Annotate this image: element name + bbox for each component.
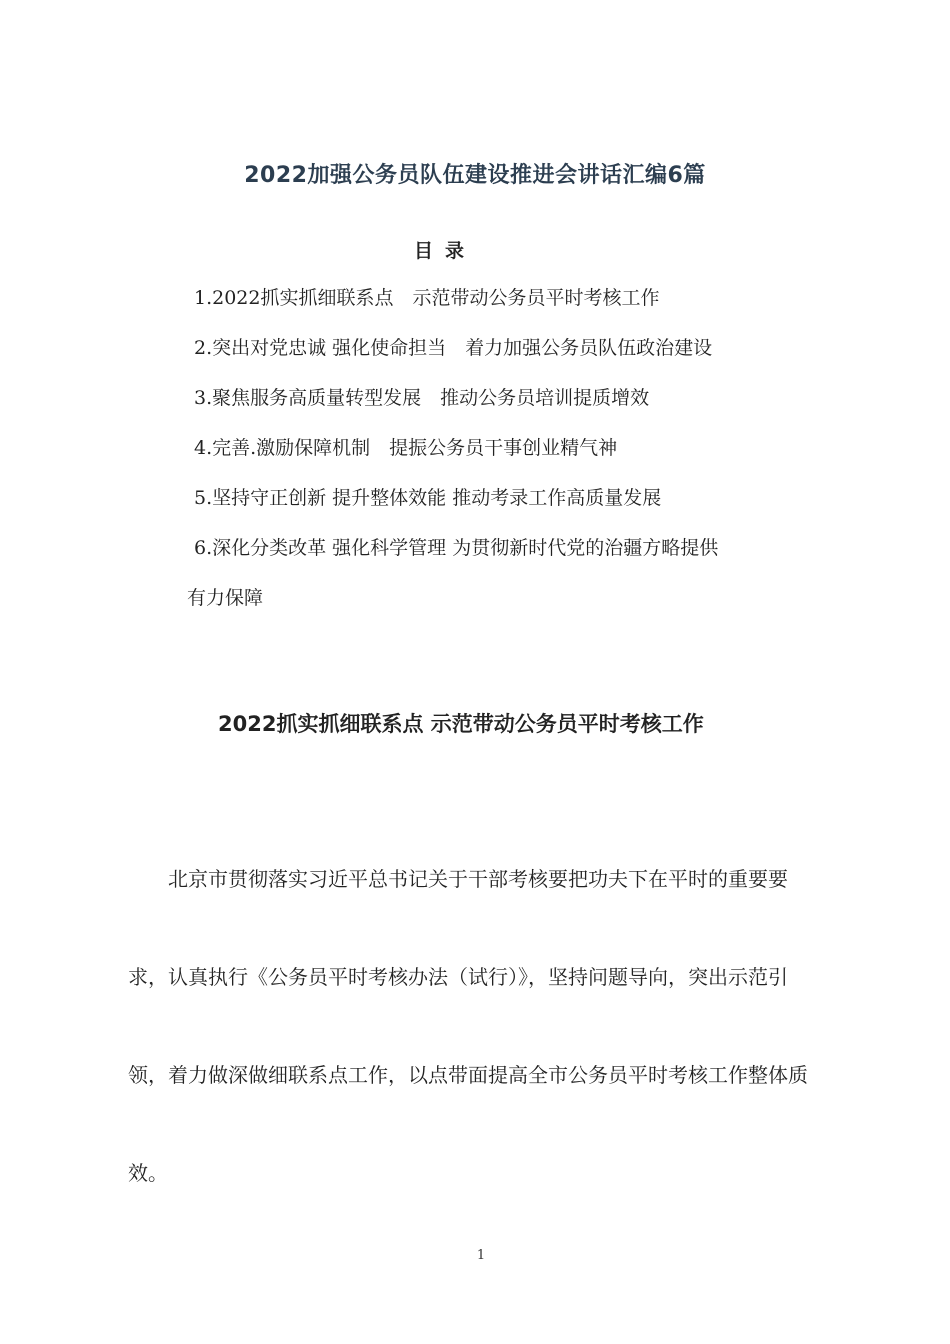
toc-item-5: 5.坚持守正创新 提升整体效能 推动考录工作高质量发展 (194, 487, 662, 509)
toc-item-6: 6.深化分类改革 强化科学管理 为贯彻新时代党的治疆方略提供 (194, 537, 719, 559)
toc-item-4: 4.完善.激励保障机制 提振公务员干事创业精气神 (194, 437, 618, 459)
toc-item-1: 1.2022抓实抓细联系点 示范带动公务员平时考核工作 (194, 287, 660, 309)
toc-item-6-continuation: 有力保障 (187, 587, 264, 609)
page-number: 1 (476, 1248, 486, 1263)
toc-heading: 目录 (413, 240, 476, 262)
toc-item-3: 3.聚焦服务高质量转型发展 推动公务员培训提质增效 (194, 387, 650, 409)
body-paragraph: 北京市贯彻落实习近平总书记关于干部考核要把功夫下在平时的重要要求，认真执行《公务员平时考核办法（试行）》，坚持问题导向，突出示范引领，着力做深做细联系点工作，以点带面提高全市公务员平时考核工作整体质效。 (128, 867, 808, 1185)
document-title: 2022加强公务员队伍建设推进会讲话汇编6篇 (244, 163, 706, 188)
section-title: 2022抓实抓细联系点 示范带动公务员平时考核工作 (218, 712, 704, 736)
toc-item-2: 2.突出对党忠诚 强化使命担当 着力加强公务员队伍政治建设 (194, 337, 713, 359)
